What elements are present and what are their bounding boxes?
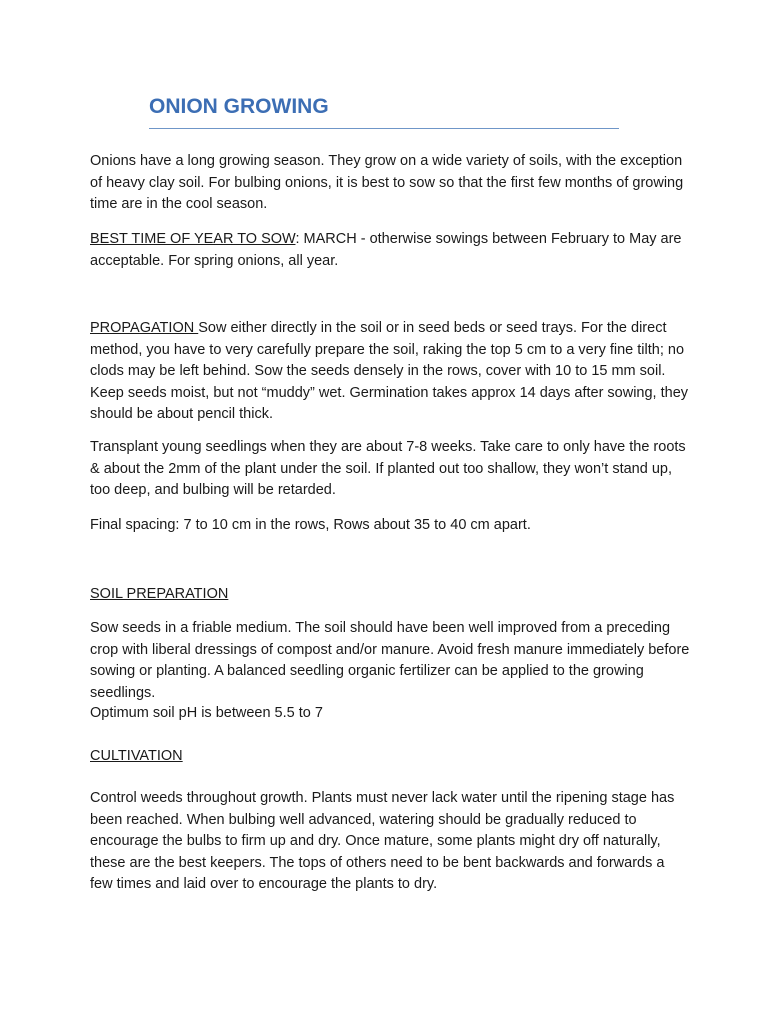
transplant-paragraph: Transplant young seedlings when they are about 7-8 weeks. Take care to only have the roots & about the 2mm of the plant under the soil. If planted out too shallow, they won’t stand up, too deep, and bulbing will be retarded. [90, 439, 686, 498]
propagation-text: Sow either directly in the soil or in seed beds or seed trays. For the direct method, you have to very carefully prepare the soil, raking the top 5 cm to a very fine tilth; no clods may be left behind. Sow the seeds densely in the rows, cover with 10 to 15 mm soil. Keep seeds moist, but not “muddy” wet. Germination takes approx 14 days after sowing, they should be about pencil thick. [90, 320, 689, 422]
soil-preparation-paragraph: Sow seeds in a friable medium. The soil should have been well improved from a preceding crop with liberal dressings of compost and/or manure. Avoid fresh manure immediately before sowing or planting. A balanced seedling organic fertilizer can be applied to the growing seedlings. [90, 620, 690, 701]
best-time-text: : MARCH - otherwise sowings between February to May are acceptable. For spring onions, all year. [90, 231, 682, 269]
cultivation-heading: CULTIVATION [90, 748, 183, 764]
propagation-heading: PROPAGATION [90, 320, 199, 336]
spacing-paragraph: Final spacing: 7 to 10 cm in the rows, Rows about 35 to 40 cm apart. [90, 517, 531, 533]
title-underline-rule [149, 128, 619, 129]
cultivation-paragraph: Control weeds throughout growth. Plants must never lack water until the ripening stage has been reached. When bulbing well advanced, watering should be gradually reduced to encourage the bulbs to firm up and dry. Once mature, some plants might dry off naturally, these are the best keepers. The tops of others need to be bent backwards and forwards a few times and laid over to encourage the plants to dry. [90, 790, 675, 892]
propagation-paragraph [90, 318, 690, 426]
soil-ph-line: Optimum soil pH is between 5.5 to 7 [90, 705, 323, 721]
soil-preparation-heading: SOIL PREPARATION [90, 586, 229, 602]
page-title: ONION GROWING [149, 95, 329, 118]
intro-paragraph: Onions have a long growing season. They grow on a wide variety of soils, with the exception of heavy clay soil. For bulbing onions, it is best to sow so that the first few months of growing time are in the cool season. [90, 153, 684, 212]
best-time-heading: BEST TIME OF YEAR TO SOW [90, 231, 296, 247]
best-time-paragraph [90, 229, 690, 272]
